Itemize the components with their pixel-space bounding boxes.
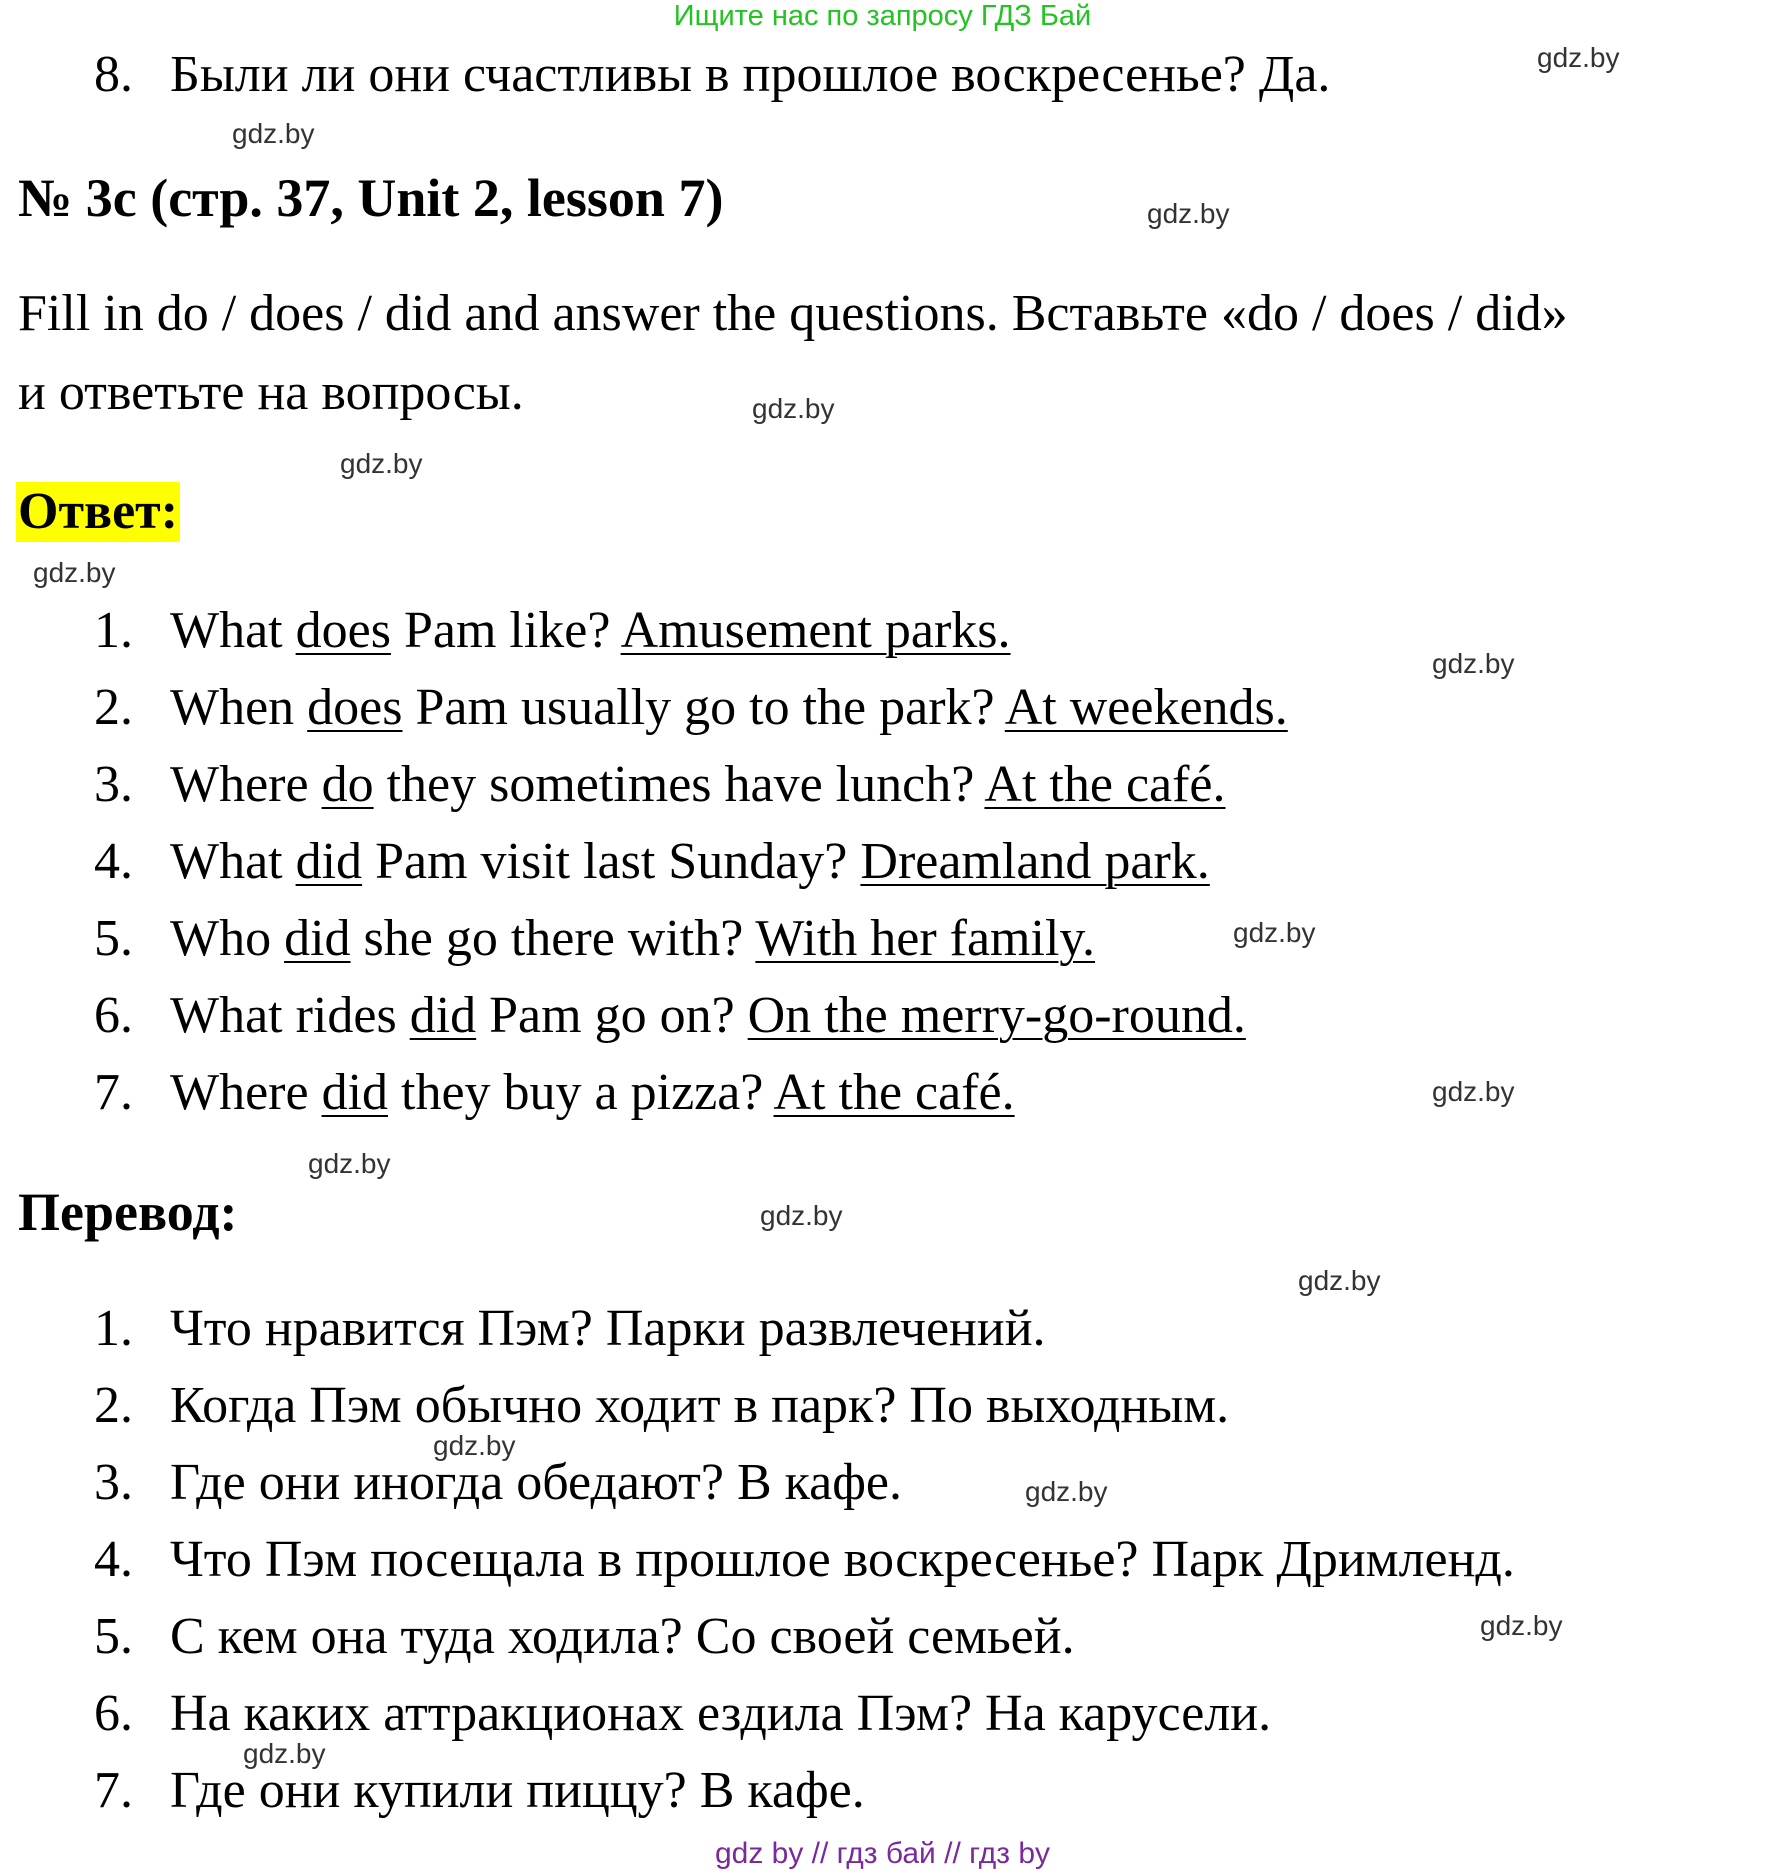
item-number: 3. (94, 1454, 133, 1511)
question-part: Pam go on? (476, 987, 748, 1044)
filled-verb: do (321, 756, 374, 813)
item-text (170, 754, 1226, 816)
watermark: gdz.by (232, 118, 315, 149)
answer-text: With her family. (755, 910, 1096, 967)
prev-item-number: 8. (94, 46, 133, 103)
top-banner: Ищите нас по запросу ГДЗ Бай (673, 0, 1092, 32)
filled-verb: did (284, 910, 351, 967)
translation-item: Где они купили пиццу? В кафе. (170, 1762, 865, 1819)
watermark: gdz.by (1432, 1076, 1515, 1107)
item-number: 1. (94, 1300, 133, 1357)
translation-item: С кем она туда ходила? Со своей семьей. (170, 1608, 1075, 1665)
prev-item-text: Были ли они счастливы в прошлое воскресенье? Да. (170, 46, 1331, 103)
question-part: What (170, 833, 296, 890)
watermark: gdz.by (1233, 917, 1316, 948)
filled-verb: does (295, 602, 391, 659)
item-number: 3. (94, 756, 133, 813)
filled-verb: did (409, 987, 477, 1044)
watermark: gdz.by (1147, 198, 1230, 229)
watermark: gdz.by (1298, 1265, 1381, 1296)
question-part: they buy a pizza? (388, 1064, 774, 1121)
item-number: 7. (94, 1762, 133, 1819)
task-line-1: Fill in do / does / did and answer the questions. Вставьте «do / does / did» (18, 285, 1568, 342)
question-part: they sometimes have lunch? (373, 756, 985, 813)
item-text (170, 985, 1246, 1047)
answer-label: Ответ: (18, 483, 179, 540)
filled-verb: did (321, 1064, 389, 1121)
question-part: What (170, 602, 296, 659)
translation-label: Перевод: (18, 1182, 238, 1242)
item-number: 2. (94, 1377, 133, 1434)
item-text (170, 831, 1210, 893)
watermark: gdz.by (1480, 1610, 1563, 1641)
watermark: gdz.by (33, 557, 116, 588)
footer-watermark: gdz by // гдз бай // гдз by (714, 1837, 1051, 1870)
exercise-heading: № 3c (стр. 37, Unit 2, lesson 7) (18, 168, 724, 228)
item-number: 7. (94, 1064, 133, 1121)
question-part: What rides (170, 987, 410, 1044)
answer-text: At weekends. (1004, 679, 1288, 736)
question-part: Pam visit last Sunday? (362, 833, 861, 890)
task-line-2: и ответьте на вопросы. (18, 364, 524, 421)
question-part: When (170, 679, 308, 736)
answer-text: On the merry-go-round. (747, 987, 1246, 1044)
translation-item: Что Пэм посещала в прошлое воскресенье? Парк Дримленд. (170, 1531, 1515, 1588)
item-number: 4. (94, 833, 133, 890)
answer-text: Dreamland park. (860, 833, 1210, 890)
question-part: she go there with? (350, 910, 756, 967)
watermark: gdz.by (433, 1430, 516, 1461)
item-number: 5. (94, 910, 133, 967)
question-part: Pam usually go to the park? (402, 679, 1005, 736)
item-text (170, 600, 1011, 662)
item-text (170, 677, 1288, 739)
answer-text: At the café. (984, 756, 1226, 813)
watermark: gdz.by (1537, 42, 1620, 73)
item-text (170, 1062, 1015, 1124)
item-number: 2. (94, 679, 133, 736)
item-number: 5. (94, 1608, 133, 1665)
watermark: gdz.by (1025, 1476, 1108, 1507)
item-number: 6. (94, 1685, 133, 1742)
translation-item: Где они иногда обедают? В кафе. (170, 1454, 902, 1511)
item-text (170, 908, 1095, 970)
watermark: gdz.by (340, 448, 423, 479)
watermark: gdz.by (308, 1148, 391, 1179)
watermark: gdz.by (1432, 648, 1515, 679)
watermark: gdz.by (752, 393, 835, 424)
item-number: 1. (94, 602, 133, 659)
answer-text: At the café. (773, 1064, 1015, 1121)
watermark: gdz.by (243, 1738, 326, 1769)
filled-verb: did (295, 833, 363, 890)
item-number: 6. (94, 987, 133, 1044)
translation-item: Когда Пэм обычно ходит в парк? По выходным. (170, 1377, 1230, 1434)
answer-text: Amusement parks. (620, 602, 1011, 659)
item-number: 4. (94, 1531, 133, 1588)
translation-item: Что нравится Пэм? Парки развлечений. (170, 1300, 1046, 1357)
translation-item: На каких аттракционах ездила Пэм? На карусели. (170, 1685, 1272, 1742)
question-part: Where (170, 756, 322, 813)
question-part: Pam like? (390, 602, 621, 659)
filled-verb: does (307, 679, 403, 736)
question-part: Where (170, 1064, 322, 1121)
question-part: Who (170, 910, 285, 967)
watermark: gdz.by (760, 1200, 843, 1231)
